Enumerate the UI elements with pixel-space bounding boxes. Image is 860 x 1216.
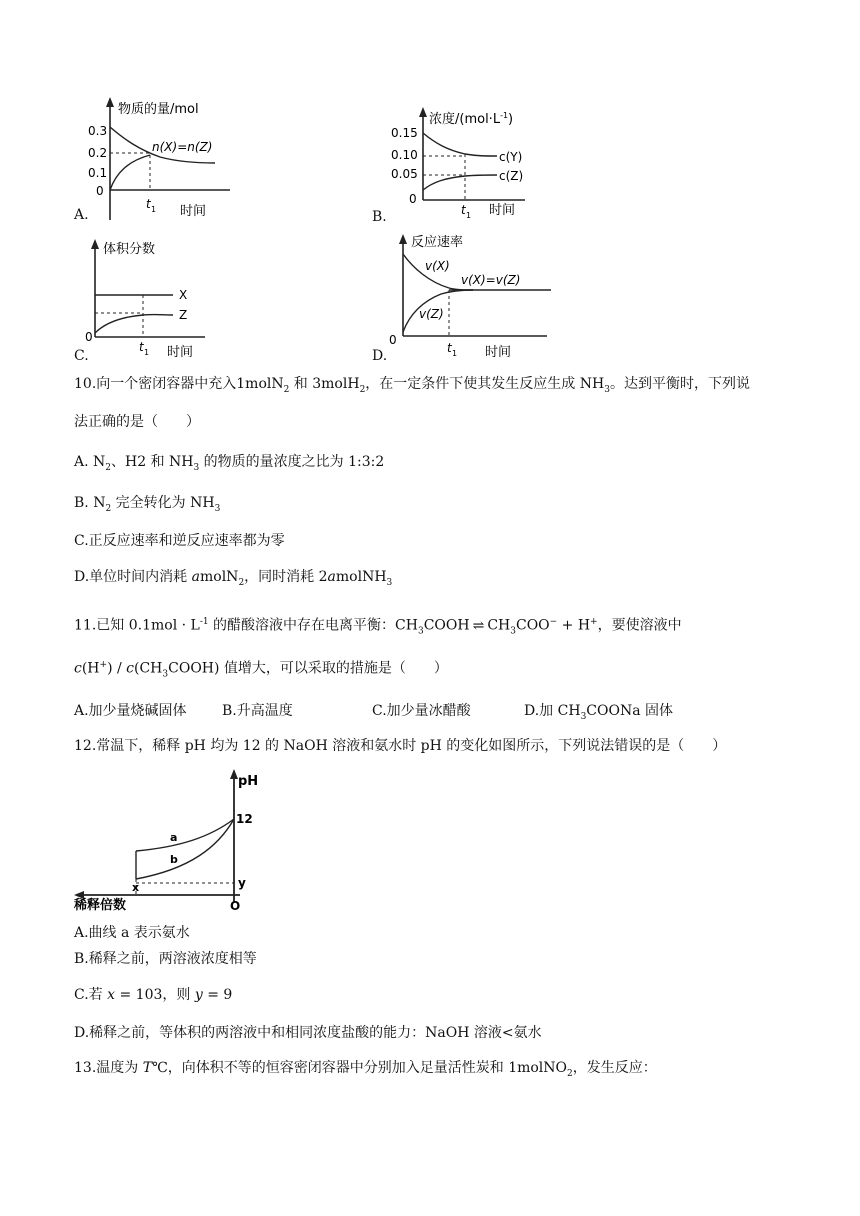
graph-d-origin: 0 (389, 333, 397, 347)
q12-graph (70, 765, 260, 915)
graph-a-annotation: n(X)=n(Z) (152, 140, 213, 154)
q12-origin: O (230, 899, 241, 913)
q12-xlabel: 稀释倍数 (74, 898, 127, 913)
graph-a-tick-3: 0.1 (88, 166, 108, 180)
graph-d-xlabel: 时间 (485, 345, 512, 360)
graph-a-tick-4: 0 (96, 184, 104, 198)
q12-option-d[interactable]: D.稀释之前，等体积的两溶液中和相同浓度盐酸的能力：NaOH 溶液<氨水 (74, 1025, 542, 1041)
graph-a-y-arrow (106, 97, 114, 107)
graph-d (385, 232, 555, 362)
graph-a-curve-z-line (110, 155, 150, 190)
graph-c-origin: 0 (85, 330, 93, 344)
graph-d-y-arrow (399, 234, 407, 244)
graph-b-tick-4: 0 (409, 192, 417, 206)
graph-c-label-z: Z (179, 308, 188, 322)
graph-b (385, 105, 545, 220)
graph-a-xlabel: 时间 (180, 204, 207, 219)
graph-a-curve-z2 (110, 153, 158, 190)
q12-curve-a (136, 819, 234, 851)
graph-c-xlabel: 时间 (167, 345, 194, 360)
graph-d-label-vx: v(X) (425, 259, 450, 273)
q12-label-a: a (170, 831, 178, 844)
graph-c-label-x: X (179, 288, 188, 302)
q10-option-a[interactable]: A. $N_2$、H2 和 $NH_3$ 的物质的量浓度之比为 1:3:2 (74, 454, 385, 473)
graph-d-t-sub: 1 (452, 349, 458, 358)
q10-option-b[interactable]: B. $N_2$ 完全转化为 $NH_3$ (74, 495, 221, 514)
option-9d-letter: D. (372, 348, 388, 364)
q12-ylabel: pH (238, 774, 259, 789)
graph-b-curve-z (423, 175, 497, 190)
graph-b-xlabel: 时间 (489, 203, 516, 218)
graph-b-y-arrow (419, 107, 427, 117)
q12-option-c[interactable]: C.若 x = 103，则 y = 9 (74, 987, 233, 1003)
q12-y-arrow (230, 769, 238, 779)
graph-a-curve-z (110, 151, 160, 190)
option-9a-letter: A. (74, 207, 89, 223)
q12-stem: 12.常温下，稀释 pH 均为 12 的 NaOH 溶液和氨水时 pH 的变化如图所示，下列说法错误的是（ ） (74, 738, 727, 754)
graph-b-tick-2: 0.10 (391, 148, 418, 162)
q13-stem: 13.温度为 T℃，向体积不等的恒容密闭容器中分别加入足量活性炭和 1molNO$_2$，发生反应： (74, 1060, 657, 1079)
graph-d-annotation: v(X)=v(Z) (461, 273, 521, 287)
q11-option-b[interactable]: B.升高温度 (222, 703, 293, 719)
q12-option-a[interactable]: A.曲线 a 表示氨水 (74, 925, 190, 941)
graph-a-t-sub: 1 (151, 205, 157, 214)
graph-d-label-vz: v(Z) (419, 307, 444, 321)
q11-option-d[interactable]: D.加 $CH_3COONa$ 固体 (524, 703, 674, 722)
q12-label-b: b (170, 853, 178, 866)
graph-d-t: t (447, 341, 452, 355)
graph-a (70, 95, 250, 225)
graph-a-tick-2: 0.2 (88, 146, 108, 160)
q11-stem: 11.已知 $0.1mol \cdot L^{-1}$ 的醋酸溶液中存在电离平衡：$CH_3COOH$ ⇌ $CH_3COO^- + H^+$，要使溶液中 (74, 617, 682, 637)
graph-b-t: t (461, 203, 466, 217)
graph-a-ylabel: 物质的量/mol (118, 102, 199, 117)
graph-b-ylabel: 浓度$/(mol\cdot L^{-1})$ (429, 111, 514, 127)
graph-b-t-sub: 1 (466, 211, 472, 220)
graph-c-t: t (139, 340, 144, 354)
graph-b-label-cz: c(Z) (499, 169, 524, 183)
q10-option-d[interactable]: D.单位时间内消耗 amolN$_2$，同时消耗 2amolNH$_3$ (74, 569, 393, 588)
graph-a-t: t (146, 197, 151, 211)
graph-c-curve-z (95, 315, 173, 333)
q10-stem-line2: 法正确的是（ ） (74, 414, 200, 430)
graph-b-curve-y (423, 133, 497, 156)
graph-c (75, 235, 235, 360)
graph-c-t-sub: 1 (144, 348, 150, 357)
q11-option-c[interactable]: C.加少量冰醋酸 (372, 703, 471, 719)
q11-option-a[interactable]: A.加少量烧碱固体 (74, 703, 187, 719)
option-9b-letter: B. (372, 209, 387, 225)
graph-b-label-cy: c(Y) (499, 150, 523, 164)
q11-stem-line2: $c(H^+) / c(CH_3COOH)$ 值增大，可以采取的措施是（ ） (74, 660, 448, 680)
q12-x-mark: x (132, 881, 140, 894)
q12-y-mark: y (238, 876, 246, 890)
graph-d-ylabel: 反应速率 (411, 235, 464, 250)
graph-a-tick-1: 0.3 (88, 124, 108, 138)
q10-option-c[interactable]: C.正反应速率和逆反应速率都为零 (74, 533, 285, 549)
graph-b-tick-1: 0.15 (391, 126, 418, 140)
graph-c-ylabel: 体积分数 (103, 242, 156, 257)
q12-y12: 12 (236, 812, 253, 826)
graph-b-tick-3: 0.05 (391, 167, 418, 181)
q12-option-b[interactable]: B.稀释之前，两溶液浓度相等 (74, 951, 257, 967)
option-9c-letter: C. (74, 348, 89, 364)
q10-stem: 10.向一个密闭容器中充入1molN$_2$ 和 3molH$_2$，在一定条件下使其发生反应生成 $NH_3$。达到平衡时，下列说 (74, 376, 750, 395)
graph-c-y-arrow (91, 239, 99, 249)
